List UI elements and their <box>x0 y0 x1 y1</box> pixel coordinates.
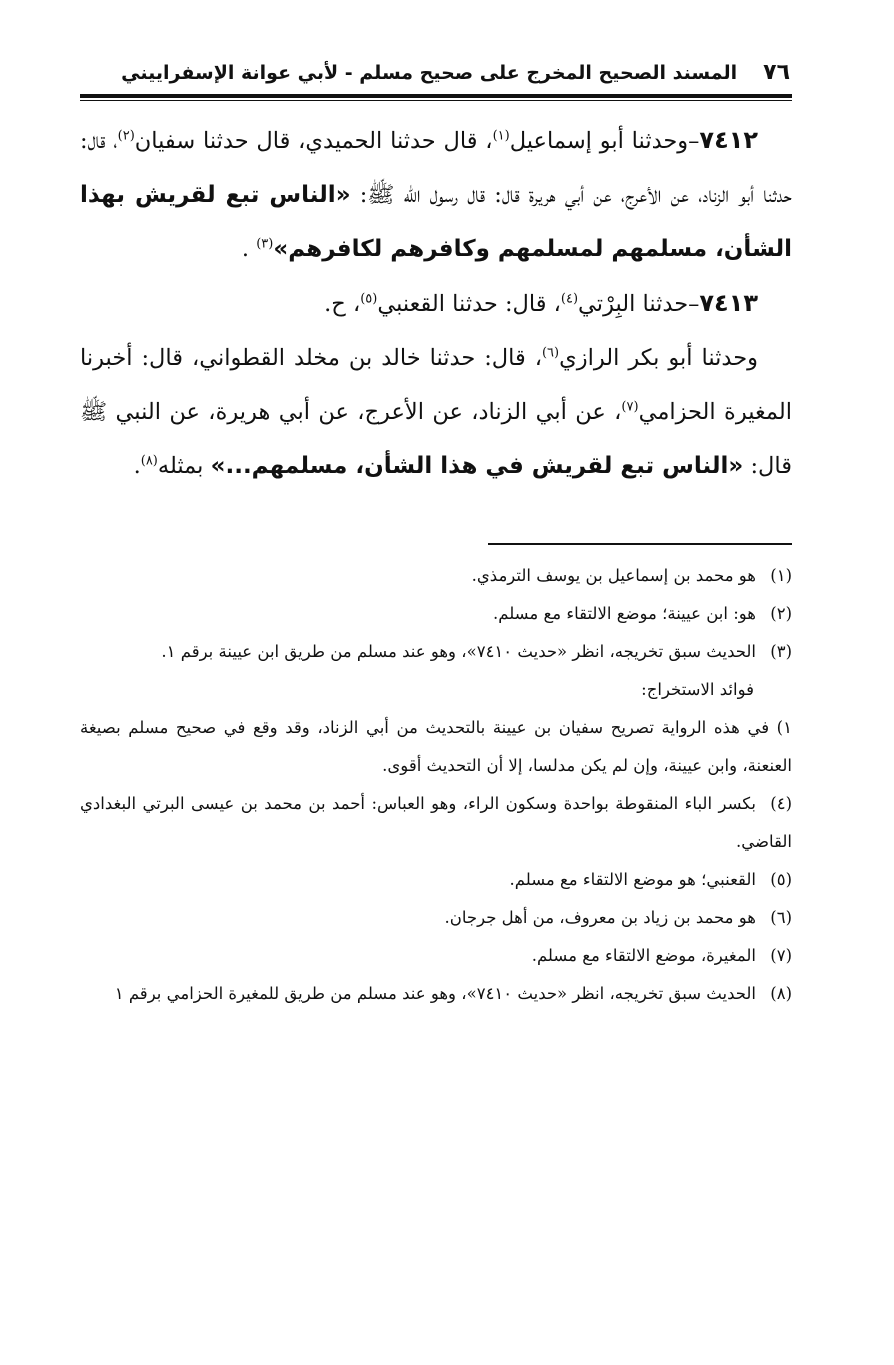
footnote-text: القعنبي؛ هو موضع الالتقاء مع مسلم. <box>509 870 756 889</box>
footnote-7 <box>80 937 792 975</box>
hadith-7412 <box>80 113 792 276</box>
footnote-text: الحديث سبق تخريجه، انظر «حديث ٧٤١٠»، وهو عند مسلم من طريق للمغيرة الحزامي برقم ١ <box>114 984 756 1003</box>
footnote-number: (٤) <box>770 794 792 813</box>
footnote-5 <box>80 861 792 899</box>
footnote-text: هو: ابن عيينة؛ موضع الالتقاء مع مسلم. <box>492 604 756 623</box>
footnote-number: (٨) <box>770 984 792 1003</box>
hadith-7413-second-chain <box>80 331 792 493</box>
hadith-text: ، قال حدثنا الحميدي، قال حدثنا سفيان <box>134 128 493 154</box>
footnote-text: الحديث سبق تخريجه، انظر «حديث ٧٤١٠»، وهو عند مسلم من طريق ابن عيينة برقم ١. <box>161 642 756 661</box>
hadith-text: ، قال: حدثنا أبو الزناد، عن الأعرج، عن أبي هريرة قال: قال رسول الله ﷺ: <box>80 128 792 208</box>
footnote-number: (٦) <box>770 908 792 927</box>
hadith-matn: «الناس تبع لقريش بهذا الشأن، مسلمهم لمسلمهم وكافرهم لكافرهم» <box>80 182 792 262</box>
footnote-ref-3[interactable]: (٣) <box>256 236 274 252</box>
hadith-text: . <box>241 236 257 262</box>
book-title: المسند الصحيح المخرج على صحيح مسلم - لأبي عوانة الإسفراييني <box>121 62 738 84</box>
footnote-ref-1[interactable]: (١) <box>492 128 510 144</box>
footnote-text: بكسر الباء المنقوطة بواحدة وسكون الراء، وهو العباس: أحمد بن محمد بن عيسى البرتي البغدادي القاضي. <box>80 794 792 851</box>
header-rule-thin <box>80 100 792 101</box>
hadith-number: ٧٤١٢ <box>699 126 759 154</box>
hadith-text: وحدثنا أبو بكر الرازي <box>559 345 759 371</box>
running-header <box>80 60 792 94</box>
footnote-number: (١) <box>770 566 792 585</box>
hadith-matn: «الناس تبع لقريش في هذا الشأن، مسلمهم...» <box>210 453 744 479</box>
hadith-7413 <box>80 276 792 331</box>
footnote-2 <box>80 595 792 633</box>
footnote-number: (٣) <box>770 642 792 661</box>
footnote-text: هو محمد بن زياد بن معروف، من أهل جرجان. <box>444 908 756 927</box>
hadith-text: –وحدثنا أبو إسماعيل <box>509 128 700 154</box>
footnotes <box>80 557 792 1013</box>
hadith-text: . <box>133 453 141 479</box>
footnote-text: المغيرة، موضع الالتقاء مع مسلم. <box>531 946 756 965</box>
hadith-text: بمثله <box>157 453 211 479</box>
hadith-text: ، قال: حدثنا القعنبي <box>377 291 561 317</box>
footnote-ref-8[interactable]: (٨) <box>140 453 158 469</box>
page <box>80 60 792 1013</box>
footnote-3 <box>80 633 792 671</box>
hadith-text: –حدثنا البِرْتي <box>578 291 700 317</box>
footnote-ref-2[interactable]: (٢) <box>117 128 135 144</box>
footnote-ref-6[interactable]: (٦) <box>541 345 560 361</box>
hadith-text: ، ح. <box>324 291 361 317</box>
footnote-number: (٧) <box>770 946 792 965</box>
footnote-separator <box>488 543 792 545</box>
footnote-8 <box>80 975 792 1013</box>
footnote-3-benefits-heading: فوائد الاستخراج: <box>641 680 754 699</box>
footnote-1 <box>80 557 792 595</box>
footnote-number: (٥) <box>770 870 792 889</box>
footnote-ref-5[interactable]: (٥) <box>360 291 378 307</box>
page-number: ٧٦ <box>763 60 790 85</box>
footnote-6 <box>80 899 792 937</box>
footnote-number: (٢) <box>770 604 792 623</box>
footnote-ref-4[interactable]: (٤) <box>560 291 579 307</box>
footnote-3-benefit-item: ١) في هذه الرواية تصريح سفيان بن عيينة بالتحديث من أبي الزناد، وقد وقع في صحيح مسلم بصيغة العنعنة، وابن عيينة، وإن لم يكن مدلسا، إلا أن التحديث أقوى. <box>80 718 792 775</box>
hadith-text: ، قال: حدثنا خالد بن مخلد القطواني، قال: أخبرنا المغيرة الحزامي <box>80 345 793 425</box>
footnote-ref-7[interactable]: (٧) <box>621 399 639 415</box>
main-text <box>80 113 792 493</box>
hadith-number: ٧٤١٣ <box>699 289 758 317</box>
header-rule-thick <box>80 94 792 98</box>
hadith-text: ، عن أبي الزناد، عن الأعرج، عن أبي هريرة، عن النبي ﷺ قال: <box>80 399 792 479</box>
footnote-4 <box>80 785 792 861</box>
footnote-text: هو محمد بن إسماعيل بن يوسف الترمذي. <box>471 566 756 585</box>
